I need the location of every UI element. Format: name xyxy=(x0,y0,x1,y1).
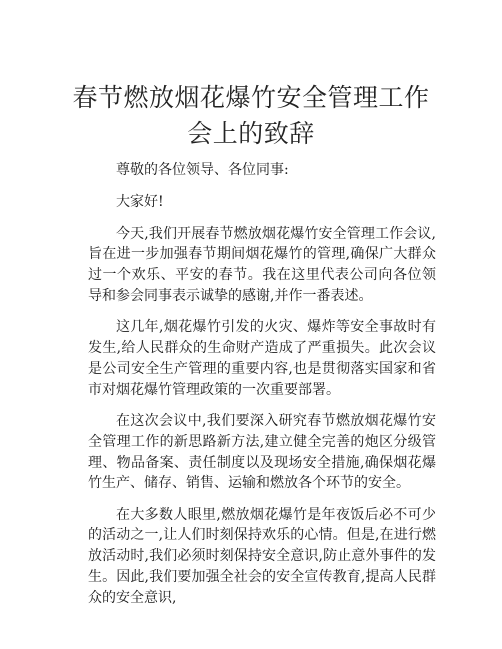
document-title: 春节燃放烟花爆竹安全管理工作会上的致辞 xyxy=(72,83,430,148)
paragraph: 今天,我们开展春节燃放烟花爆竹安全管理工作会议,旨在进一步加强春节期间烟花爆竹的管理,确保广大群众过一个欢乐、平安的春节。我在这里代表公司向各位领导和参会同事表示诚挚的感谢,并作一番表述。 xyxy=(88,225,436,304)
paragraph: 这几年,烟花爆竹引发的火灾、爆炸等安全事故时有发生,给人民群众的生命财产造成了严重损失。此次会议是公司安全生产管理的重要内容,也是贯彻落实国家和省市对烟花爆竹管理政策的一次重要部署。 xyxy=(88,319,436,398)
salutation: 尊敬的各位领导、各位同事: xyxy=(116,162,289,178)
paragraph: 在这次会议中,我们要深入研究春节燃放烟花爆竹安全管理工作的新思路新方法,建立健全完善的炮区分级管理、物品备案、责任制度以及现场安全措施,确保烟花爆竹生产、储存、销售、运输和燃放各个环节的安全。 xyxy=(88,412,436,492)
greeting: 大家好! xyxy=(116,193,164,210)
paragraph: 在大多数人眼里,燃放烟花爆竹是年夜饭后必不可少的活动之一,让人们时刻保持欢乐的心情。但是,在进行燃放活动时,我们必须时刻保持安全意识,防止意外事件的发生。因此,我们要加强全社会的安全宣传教育,提高人民群众的安全意识, xyxy=(88,506,436,606)
document-body xyxy=(88,160,436,619)
